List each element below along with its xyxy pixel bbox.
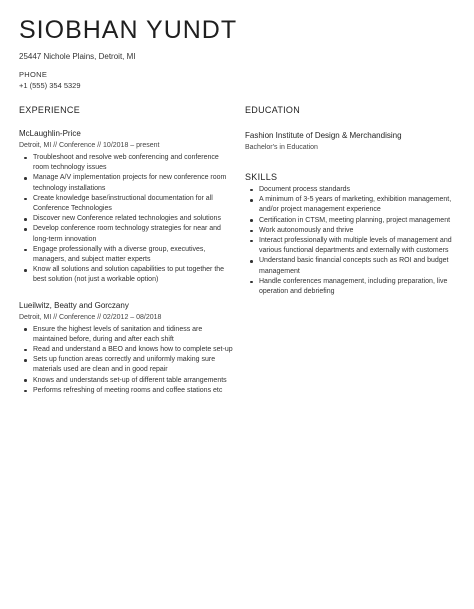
list-item: Interact professionally with multiple levels of management and various functional departments and externally with customers [259,236,460,256]
address: 25447 Nichole Plains, Detroit, MI [19,52,136,61]
list-item: Create knowledge base/instructional documentation for all Conference Technologies [33,194,234,214]
job-entry [19,128,234,286]
job-bullets [19,153,234,286]
list-item: Know all solutions and solution capabilities to put together the best solution (not just a workable option) [33,265,234,285]
job-bullets [19,325,234,396]
list-item: Sets up function areas correctly and uniformly making sure materials used are clean and in good repair [33,355,234,375]
phone-label: PHONE [19,70,48,79]
list-item: Handle conferences management, including preparation, live operation and debriefing [259,277,460,297]
phone-number: +1 (555) 354 5329 [19,81,81,90]
education-skills-column [245,104,460,297]
list-item: Understand basic financial concepts such as ROI and budget management [259,256,460,276]
school-name: Fashion Institute of Design & Merchandising [245,131,402,140]
list-item: Work autonomously and thrive [259,226,460,236]
skills-list [245,185,460,297]
education-entry [245,130,460,153]
skills-heading: SKILLS [245,172,278,182]
list-item: Performs refreshing of meeting rooms and coffee stations etc [33,386,234,396]
degree: Bachelor's in Education [245,144,318,151]
candidate-name: SIOBHAN YUNDT [19,16,238,44]
list-item: Certification in CTSM, meeting planning, project management [259,216,460,226]
list-item: Ensure the highest levels of sanitation and tidiness are maintained before, during and after each shift [33,325,234,345]
list-item: Discover new Conference related technologies and solutions [33,214,234,224]
job-company: McLaughlin-Price [19,129,81,138]
list-item: Manage A/V implementation projects for new conference room technology installations [33,173,234,193]
list-item: Knows and understands set-up of different table arrangements [33,376,234,386]
education-heading: EDUCATION [245,105,301,115]
list-item: Troubleshoot and resolve web conferencing and conference room technology issues [33,153,234,173]
job-meta: Detroit, MI // Conference // 10/2018 – present [19,142,160,149]
experience-column [19,104,234,396]
list-item: Document process standards [259,185,460,195]
experience-heading: EXPERIENCE [19,105,81,115]
job-company: Lueilwitz, Beatty and Gorczany [19,300,129,310]
job-entry [19,300,234,396]
list-item: A minimum of 3-5 years of marketing, exhibition management, and/or project management experience [259,195,460,215]
list-item: Engage professionally with a diverse group, executives, managers, and subject matter experts [33,245,234,265]
job-meta: Detroit, MI // Conference // 02/2012 – 08/2018 [19,313,162,321]
list-item: Develop conference room technology strategies for near and long-term innovation [33,224,234,244]
list-item: Read and understand a BEO and knows how to complete set-up [33,345,234,355]
